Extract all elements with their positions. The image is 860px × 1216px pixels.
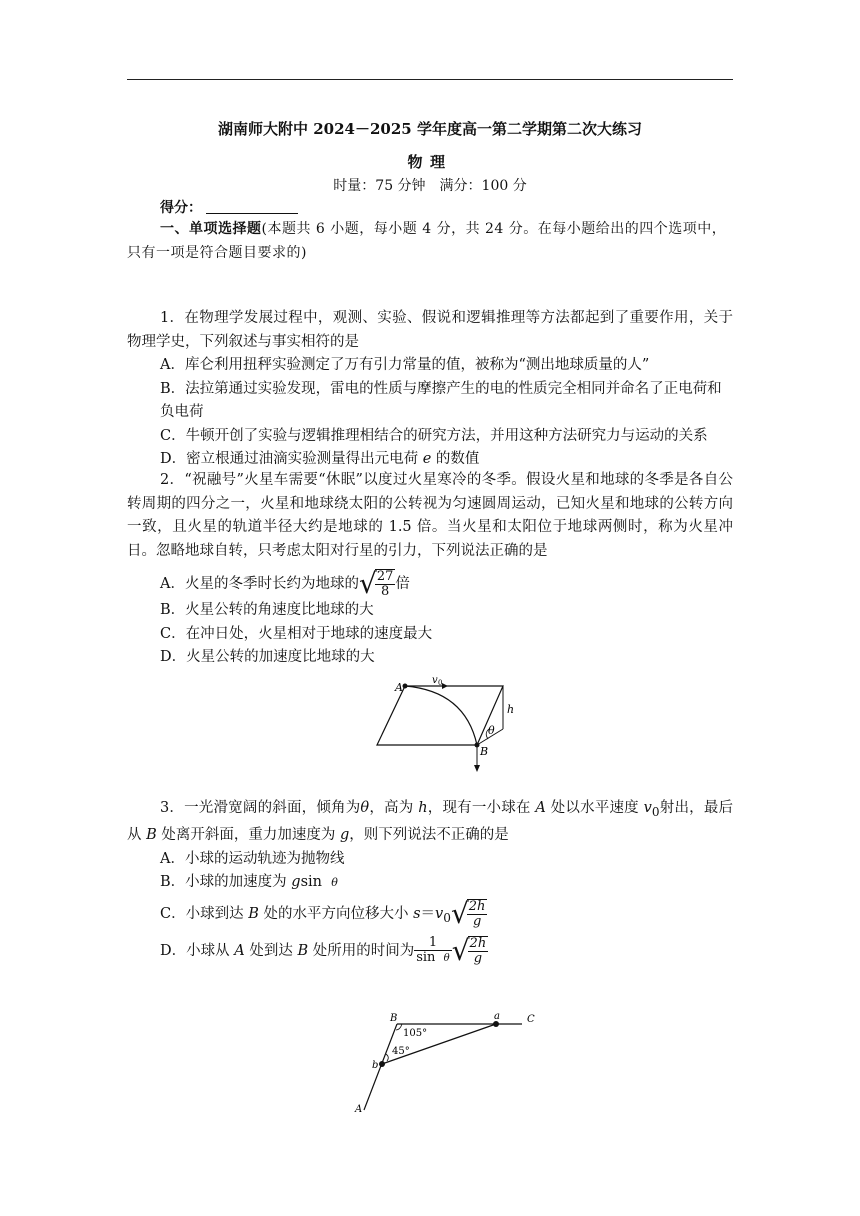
q3-option-a: A．小球的运动轨迹为抛物线 (160, 850, 345, 867)
q2-option-c: C．在冲日处，火星相对于地球的速度最大 (160, 625, 433, 642)
label-angle-105: 105° (403, 1028, 428, 1039)
angle-arc-45 (386, 1054, 388, 1061)
q3-stem: 3．一光滑宽阔的斜面，倾角为θ，高为 h，现有一小球在 A 处以水平速度 $v_0$射出，最后从 B 处离开斜面，重力加速度为 g，则下列说法不正确的是 (127, 800, 734, 844)
figure-angles (350, 1008, 540, 1114)
sqrt-2h-over-g: √ $\frac{2h}{g}$ (450, 896, 486, 930)
question-2 (127, 469, 733, 670)
q1-option-d: D．密立根通过油滴实验测量得出元电荷 e 的数值 (160, 451, 480, 467)
label-a: A (395, 681, 403, 694)
section-1-title: 一、单项选择题 (160, 221, 262, 237)
q1-stem: 1．在物理学发展过程中，观测、实验、假说和逻辑推理等方法都起到了重要作用，关于物理学史，下列叙述与事实相符的是 (127, 310, 733, 350)
gravity-arrowhead (474, 765, 480, 772)
q1-option-b: B．法拉第通过实验发现，雷电的性质与摩擦产生的电的性质完全相同并命名了正电荷和负电荷 (160, 380, 722, 420)
label-h: h (507, 703, 515, 716)
label-angle-45: 45° (392, 1046, 410, 1057)
v0-arrowhead (442, 683, 448, 689)
figure-incline (370, 673, 530, 775)
q2-option-d: D．火星公转的加速度比地球的大 (160, 649, 375, 665)
subject-title: 物理 (407, 153, 453, 171)
q2-option-b: B．火星公转的角速度比地球的大 (160, 602, 374, 618)
label-a-small: a (494, 1011, 500, 1022)
point-a (403, 684, 408, 689)
exam-title: 湖南师大附中 2024－2025 学年度高一第二学期第二次大练习 (218, 120, 642, 138)
label-v0-sub: 0 (438, 679, 443, 687)
score-blank (206, 199, 298, 214)
point-b-small (379, 1061, 385, 1067)
label-b-small: b (372, 1060, 379, 1071)
q3-option-b: B．小球的加速度为 gsin θ (160, 874, 338, 891)
score-label: 得分： (160, 200, 202, 216)
top-rule (127, 79, 733, 80)
q1-option-c: C．牛顿开创了实验与逻辑推理相结合的研究方法，并用这种方法研究力与运动的关系 (160, 427, 708, 444)
label-theta: θ (488, 724, 495, 737)
exam-meta: 时量：75 分钟 满分：100 分 (333, 178, 527, 194)
sqrt-2h-over-g-2: √ $\frac{2h}{g}$ (451, 934, 487, 968)
label-A: A (355, 1104, 363, 1114)
sqrt-27-over-8: √ $\frac{27}{8}$ (358, 567, 394, 600)
score-field (160, 197, 298, 217)
question-1 (127, 307, 733, 472)
q2-option-a: A．火星的冬季时长约为地球的√ $\frac{27}{8}$ 倍 (160, 567, 410, 600)
section-1-desc: (本题共 6 小题，每小题 4 分，共 24 分。在每小题给出的四个选项中，只有一项是符合题目要求的) (127, 221, 727, 261)
question-3 (127, 797, 733, 966)
trajectory-curve (405, 686, 477, 745)
q1-option-a: A．库仑利用扭秤实验测定了万有引力常量的值，被称为“测出地球质量的人” (160, 357, 650, 373)
label-b: B (480, 745, 489, 758)
line-ba-segment (382, 1024, 496, 1064)
frac-1-over-sin: $\frac{1}{\text{sin θ}}$ (416, 935, 450, 966)
label-v0: v (432, 675, 438, 686)
q2-stem: 2．“祝融号”火星车需要“休眠”以度过火星寒冷的冬季。假设火星和地球的冬季是各自公转周期的四分之一，火星和地球绕太阳的公转视为匀速圆周运动，已知火星和地球的公转方向一致，且火星的轨道半径大约是地球的 1.5 倍。当火星和太阳位于地球两侧时，称为火星冲日。忽略地球自转，只考虑太阳对行星的引力，下列说法正确的是 (127, 472, 733, 559)
label-C: C (527, 1014, 535, 1025)
line-ba (364, 1024, 397, 1110)
q3-option-c: C．小球到达 B 处的水平方向位移大小 $s=v_0√$ $\frac{2h}{g}$ (160, 896, 486, 930)
label-B: B (390, 1013, 398, 1024)
q3-option-d: D．小球从 A 处到达 B 处所用的时间为 $\frac{1}{\text{sin θ}}$ √ $\frac{2h}{g}$ (160, 934, 487, 968)
section-1-heading (127, 217, 733, 265)
